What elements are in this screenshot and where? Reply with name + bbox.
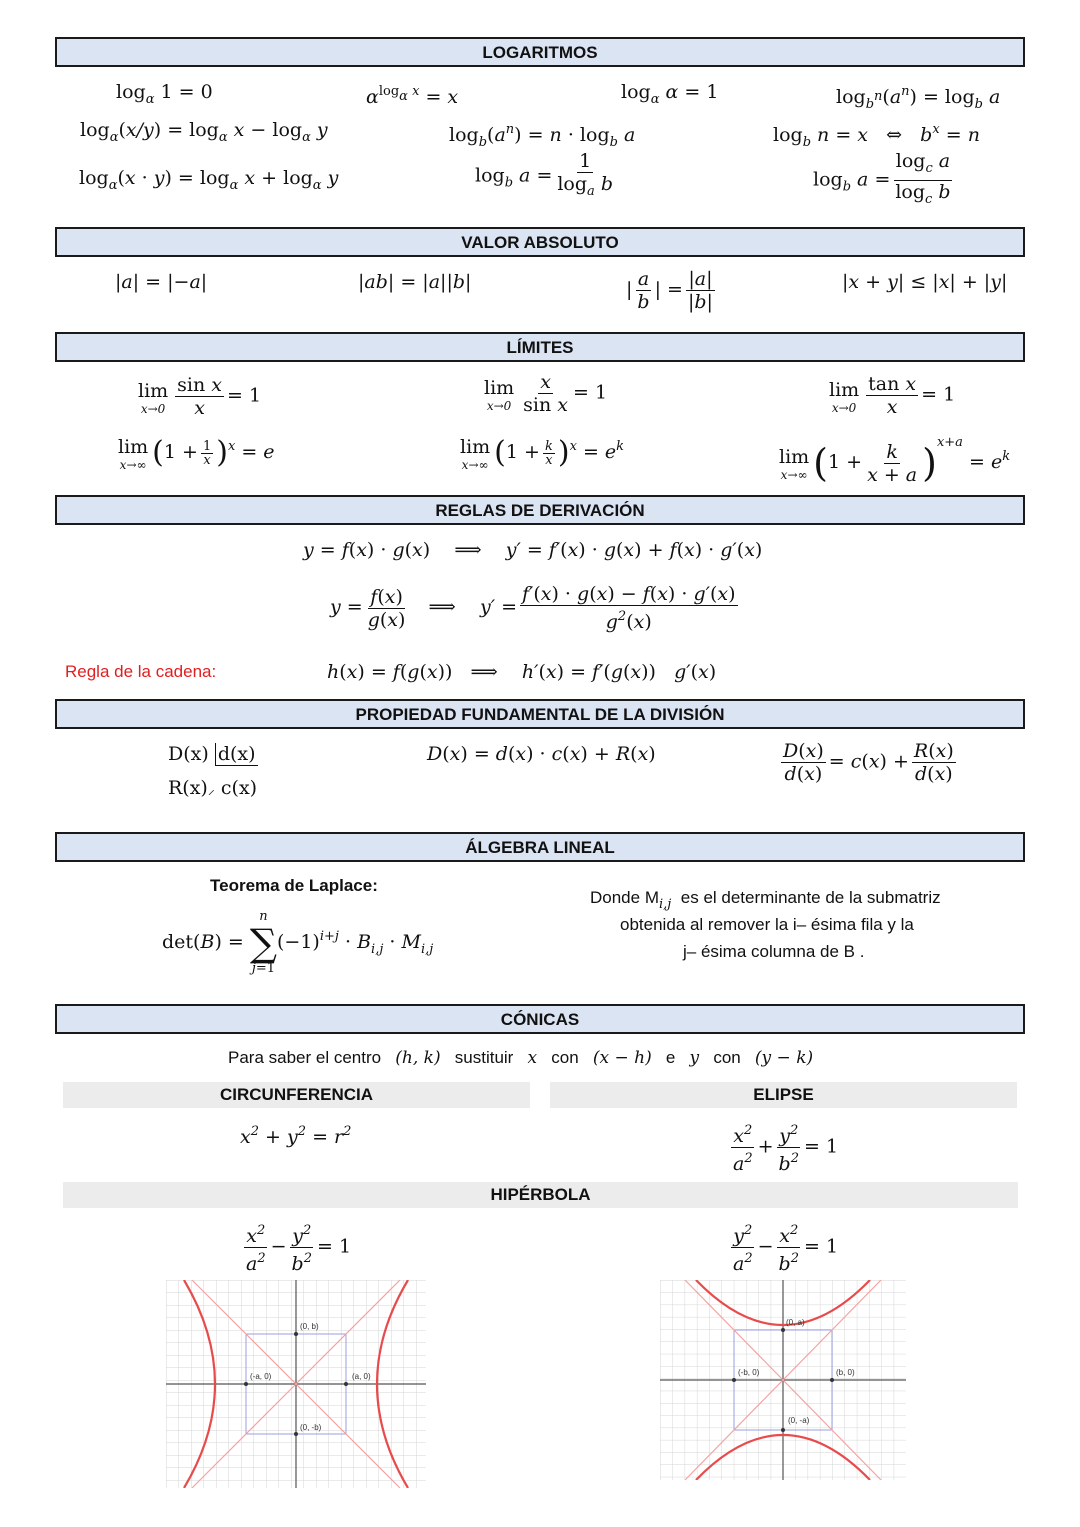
formula: D(x) = d(x) · c(x) + R(x) xyxy=(427,743,656,765)
section-header-limites: LÍMITES xyxy=(55,332,1025,362)
formula: |x + y| ≤ |x| + |y| xyxy=(842,271,1008,293)
formula: $\log_\alpha(x/y) = \log_\alpha x - \log_\alpha y$ xyxy=(80,119,328,145)
subheader-hiperbola: HIPÉRBOLA xyxy=(63,1182,1018,1208)
subheader-elipse: ELIPSE xyxy=(550,1082,1017,1108)
formula: y = $\frac{f(x)}{g(x)}$ ⟹ y′ = $\frac{f'(x) \cdot g(x) - f(x) \cdot g'(x)}{g^2(x)}$ xyxy=(330,583,736,633)
point-label: (0, b) xyxy=(300,1322,319,1331)
formula: $\log_b a$ = $\frac{1}{\log_a b}$ xyxy=(475,150,614,199)
formula: lim x→∞ (1 + $\frac{1}{x}$ )$^x$ = e xyxy=(118,435,275,472)
formula: det(B) = n ∑ j=1 $(-1)^{i+j} \cdot B_{i,j} \cdot M_{i,j}$ xyxy=(162,909,434,976)
formula: |ab| = |a||b| xyxy=(358,271,472,293)
formula: lim x→0 $\frac{x}{\text{sin x}}$ = 1 xyxy=(484,371,608,416)
point-label: (0, -a) xyxy=(788,1416,810,1425)
point-label: (a, 0) xyxy=(352,1372,371,1381)
formula: $\log_b(a^n) = n \cdot \log_b a$ xyxy=(449,122,636,150)
description: Donde $M_{i,j}$ es el determinante de la submatriz xyxy=(590,888,941,912)
formula: $\frac{x^2}{a^2}$ − $\frac{y^2}{b^2}$ = 1 xyxy=(241,1220,351,1275)
description: obtenida al remover la i– ésima fila y la xyxy=(620,915,914,934)
formula: $\log_b a$ = $\frac{\log_c a}{\log_c b}$ xyxy=(813,150,951,207)
formula: $\log_\alpha \alpha = 1$ xyxy=(621,81,719,107)
point-label: (0, -b) xyxy=(300,1423,322,1432)
formula: $\frac{D(x)}{d(x)}$ = c(x) + $\frac{R(x)}{d(x)}$ xyxy=(783,740,954,785)
formula: $\log_b n = x$ ⇔ $b^x = n$ xyxy=(773,122,980,150)
formula: y = f(x) · g(x) ⟹ y′ = f′(x) · g(x) + f(x) · g′(x) xyxy=(303,539,763,561)
section-header-valor-absoluto: VALOR ABSOLUTO xyxy=(55,227,1025,257)
subheader-circunferencia: CIRCUNFERENCIA xyxy=(63,1082,530,1108)
division-diagram: D(x) d(x) xyxy=(168,743,256,765)
section-header-conicas: CÓNICAS xyxy=(55,1004,1025,1034)
formula: $\log_\alpha(x \cdot y) = \log_\alpha x + \log_\alpha y$ xyxy=(79,167,339,193)
formula: $\log_\alpha 1 = 0$ xyxy=(116,81,213,107)
point-label: (-b, 0) xyxy=(738,1368,760,1377)
chain-rule-label: Regla de la cadena: xyxy=(65,662,217,681)
formula: lim x→0 $\frac{\text{tan x}}{x}$ = 1 xyxy=(829,373,956,418)
formula: h(x) = f(g(x)) ⟹ h′(x) = f′(g(x)) g′(x) xyxy=(327,661,717,683)
theorem-title: Teorema de Laplace: xyxy=(210,876,378,895)
section-header-logaritmos: LOGARITMOS xyxy=(55,37,1025,67)
division-diagram: R(x)⸝ c(x) xyxy=(168,777,258,799)
section-header-algebra: ÁLGEBRA LINEAL xyxy=(55,832,1025,862)
section-header-division: PROPIEDAD FUNDAMENTAL DE LA DIVISIÓN xyxy=(55,699,1025,729)
formula: lim x→∞ (1 + $\frac{k}{x + a}$ )$^{x+a} = e^k$ xyxy=(779,435,1011,486)
formula: |a| = |−a| xyxy=(115,271,208,293)
section-header-derivacion: REGLAS DE DERIVACIÓN xyxy=(55,495,1025,525)
formula: $x^2 + y^2 = r^2$ xyxy=(240,1124,352,1148)
hyperbola-vertical-graph xyxy=(660,1280,906,1480)
formula: lim x→∞ (1 + $\frac{k}{x}$ )$^x = e^k$ xyxy=(460,435,625,472)
formula: $\frac{x^2}{a^2}$ + $\frac{y^2}{b^2}$ = 1 xyxy=(728,1120,838,1175)
point-label: (b, 0) xyxy=(836,1368,855,1377)
formula: | $\frac{a}{b}$ | = $\frac{|a|}{|b|}$ xyxy=(626,268,713,313)
formula: $\log_{b^n}(a^n) = \log_b a$ xyxy=(836,84,1001,112)
conics-intro: Para saber el centro (h, k) sustituir x con (x − h) e y con (y − k) xyxy=(228,1048,814,1068)
formula: $\alpha^{log_\alpha x} = x$ xyxy=(366,84,459,108)
formula: lim x→0 $\frac{\text{sin x}}{x}$ = 1 xyxy=(138,374,262,419)
formula: $\frac{y^2}{a^2}$ − $\frac{x^2}{b^2}$ = 1 xyxy=(728,1220,838,1275)
point-label: (0, a) xyxy=(786,1318,805,1327)
hyperbola-horizontal-graph xyxy=(166,1280,426,1488)
point-label: (-a, 0) xyxy=(250,1372,272,1381)
description: j– ésima columna de B . xyxy=(683,942,865,961)
